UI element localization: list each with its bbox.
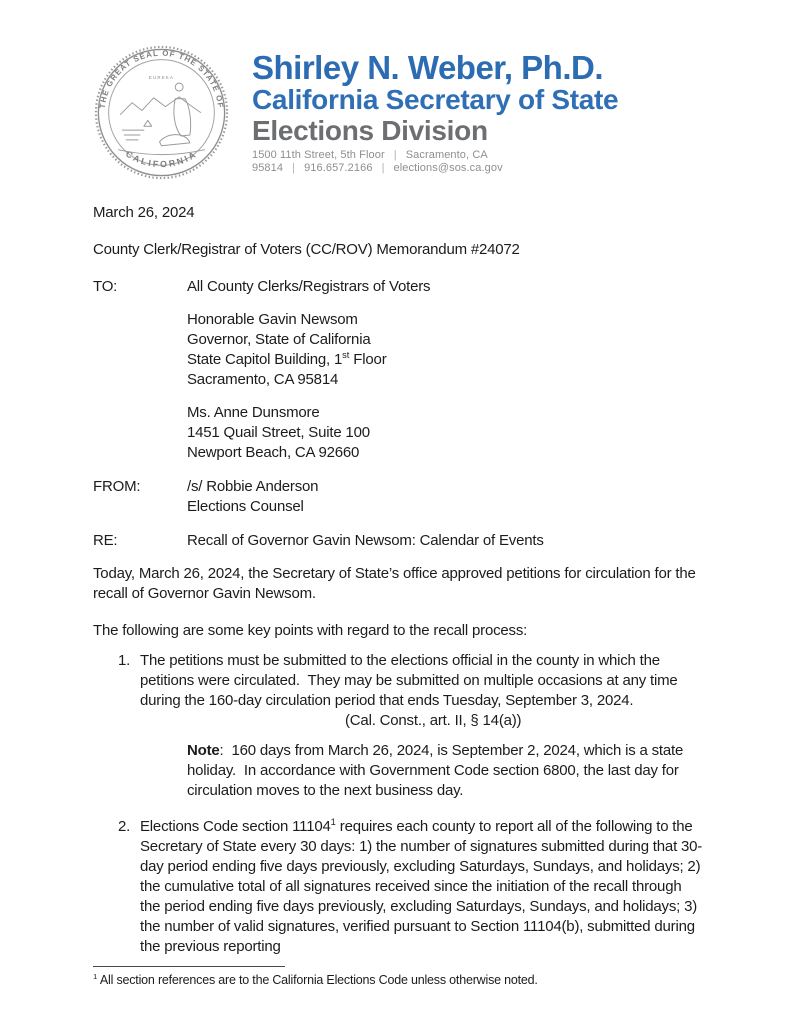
svg-text:THE GREAT SEAL OF THE STATE OF: THE GREAT SEAL OF THE STATE OF bbox=[97, 48, 226, 109]
recipient-line: Newport Beach, CA 92660 bbox=[187, 444, 360, 461]
footnote-area bbox=[93, 966, 703, 989]
separator: | bbox=[381, 162, 385, 174]
from-label: FROM: bbox=[93, 478, 141, 495]
letterhead-text bbox=[252, 44, 703, 175]
separator: | bbox=[292, 162, 296, 174]
letterhead bbox=[93, 44, 703, 181]
re-row bbox=[93, 531, 703, 551]
memo-date: March 26, 2024 bbox=[93, 204, 195, 221]
phone-number: 916.657.2166 bbox=[304, 162, 373, 174]
list-item-text: Elections Code section 11104$^1$ requires each county to report all of the following to the Secretary of State every 30 days: 1) the number of signatures submitted during that 30-day period ending five days previously, excluding Saturdays, Sundays, and holidays; 2) the cumulative total of all signatures received since the initiation of the recall through the period ending five days previously, excluding Saturdays, Sundays, and holidays; 3) the number of valid signatures, verified pursuant to Section 11104(b), submitted during the previous reporting bbox=[140, 817, 705, 955]
recipient-line: 1451 Quail Street, Suite 100 bbox=[187, 424, 370, 441]
intro-paragraph: Today, March 26, 2024, the Secretary of State’s office approved petitions for circulation for the recall of Governor Gavin Newsom. bbox=[93, 565, 700, 602]
to-label: TO: bbox=[93, 278, 118, 295]
legal-citation: (Cal. Const., art. II, § 14(a)) bbox=[345, 712, 522, 729]
city-state-zip: Sacramento, CA 95814 bbox=[252, 149, 488, 174]
list-item-1 bbox=[118, 651, 703, 731]
memo-body bbox=[93, 203, 703, 957]
footnote-separator-rule bbox=[93, 966, 285, 967]
re-value: Recall of Governor Gavin Newsom: Calendar of Events bbox=[187, 532, 544, 549]
memo-number-line: County Clerk/Registrar of Voters (CC/ROV) Memorandum #24072 bbox=[93, 241, 520, 258]
street-address: 1500 11th Street, 5th Floor bbox=[252, 149, 385, 161]
list-number: 1. bbox=[118, 652, 131, 669]
recipient-line: Ms. Anne Dunsmore bbox=[187, 404, 320, 421]
recipient-line: Honorable Gavin Newsom bbox=[187, 311, 358, 328]
official-name: Shirley N. Weber, Ph.D. bbox=[252, 49, 604, 86]
footnote-reference: 1 bbox=[330, 817, 336, 827]
california-state-seal-icon bbox=[93, 44, 230, 181]
re-label: RE: bbox=[93, 532, 118, 549]
key-points-intro: The following are some key points with regard to the recall process: bbox=[93, 622, 528, 639]
list-item-text: The petitions must be submitted to the elections official in the county in which the petitions were circulated. They may be submitted on multiple occasions at any time during the 160-day circulation period that ends Tuesday, September 3, 2024.(Cal. Const., art. II, § 14(a)) bbox=[140, 652, 682, 729]
office-title: California Secretary of State bbox=[252, 84, 619, 115]
division-name: Elections Division bbox=[252, 115, 488, 146]
recipient-line: Governor, State of California bbox=[187, 331, 371, 348]
footnote-marker: 1 bbox=[93, 971, 98, 981]
to-row bbox=[93, 277, 703, 297]
recipient-line: Sacramento, CA 95814 bbox=[187, 371, 339, 388]
recipient-proponent-address bbox=[187, 403, 703, 463]
separator: | bbox=[393, 149, 397, 161]
footnote-text: $^1$ All section references are to the California Elections Code unless otherwise noted. bbox=[93, 971, 538, 987]
note-label: Note bbox=[187, 742, 220, 759]
recipient-governor-address bbox=[187, 310, 703, 390]
contact-line bbox=[252, 149, 703, 175]
from-row bbox=[93, 477, 703, 517]
list-item-2 bbox=[118, 817, 703, 957]
recipient-line: State Capitol Building, 1st Floor bbox=[187, 350, 387, 368]
to-value: All County Clerks/Registrars of Voters bbox=[187, 278, 431, 295]
from-value: /s/ Robbie Anderson Elections Counsel bbox=[187, 478, 319, 515]
email-address: elections@sos.ca.gov bbox=[393, 162, 503, 174]
list-number: 2. bbox=[118, 818, 131, 835]
svg-text:CALIFORNIA: CALIFORNIA bbox=[123, 148, 200, 170]
note-paragraph: Note: 160 days from March 26, 2024, is September 2, 2024, which is a state holiday. In accordance with Government Code section 6800, the last day for circulation moves to the next business day. bbox=[187, 742, 688, 799]
svg-text:EUREKA: EUREKA bbox=[148, 75, 175, 81]
